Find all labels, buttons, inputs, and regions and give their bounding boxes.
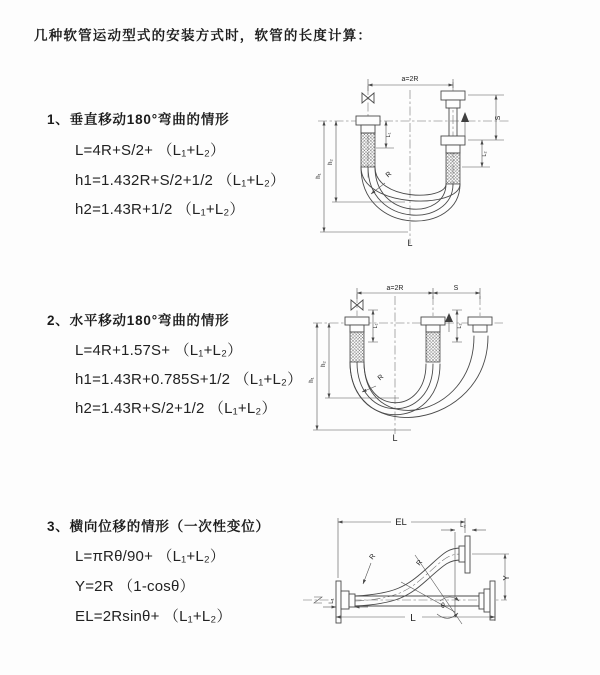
dim-label-s: S bbox=[453, 285, 459, 292]
theta-label: θ bbox=[441, 603, 445, 610]
hose-and-fittings bbox=[336, 536, 495, 623]
length-label: L bbox=[392, 433, 398, 443]
radius-label: R bbox=[368, 552, 378, 562]
dim-label-l2: L₂ bbox=[460, 523, 466, 529]
dim-label-h1: h₁ bbox=[309, 377, 315, 383]
radius-label: R bbox=[376, 373, 386, 383]
length-label: L bbox=[410, 613, 416, 624]
centerlines bbox=[318, 82, 510, 244]
dimension-lines bbox=[309, 285, 480, 443]
hose-and-fittings bbox=[356, 91, 469, 221]
dim-label-y: Y bbox=[502, 575, 511, 581]
dim-label-a2r: a=2R bbox=[386, 285, 404, 292]
section-1-formula-l: L=4R+S/2+ （L₁+L₂） bbox=[75, 142, 226, 159]
dim-label-l1: L₁ bbox=[373, 323, 379, 329]
section-3-formula-y: Y=2R （1-cosθ） bbox=[75, 578, 195, 595]
page-title: 几种软管运动型式的安装方式时，软管的长度计算： bbox=[34, 28, 373, 43]
dim-label-l2: L₂ bbox=[482, 151, 488, 157]
dim-label-l1: L₁ bbox=[386, 132, 392, 138]
radius-label: R bbox=[384, 170, 394, 180]
diagram-vertical-180-bend bbox=[310, 64, 600, 254]
length-label: L bbox=[407, 238, 413, 248]
construction-lines bbox=[363, 532, 462, 624]
diagram-horizontal-180-bend bbox=[305, 280, 600, 458]
radius-label-2: R bbox=[415, 558, 425, 568]
movement-arrow-icon bbox=[461, 112, 469, 122]
dim-label-l1: L₁ bbox=[329, 598, 335, 604]
dim-label-a2r: a=2R bbox=[401, 76, 419, 83]
section-2-heading: 2、水平移动180°弯曲的情形 bbox=[47, 313, 230, 328]
section-2-formula-l: L=4R+1.57S+ （L₁+L₂） bbox=[75, 342, 243, 359]
dim-label-h1: h₁ bbox=[316, 173, 322, 179]
dim-label-l2: L₂ bbox=[457, 323, 463, 329]
section-2-formula-h2: h2=1.43R+S/2+1/2 （L₁+L₂） bbox=[75, 400, 277, 417]
dim-label-el: EL bbox=[395, 517, 407, 528]
section-3-formula-el: EL=2Rsinθ+ （L₁+L₂） bbox=[75, 608, 232, 625]
section-1-heading: 1、垂直移动180°弯曲的情形 bbox=[47, 112, 230, 127]
section-1-formula-h2: h2=1.43R+1/2 （L₁+L₂） bbox=[75, 201, 245, 218]
diagram-lateral-displacement bbox=[295, 498, 600, 656]
section-3-heading: 3、横向位移的情形（一次性变位） bbox=[47, 519, 270, 534]
movement-arrow-icon bbox=[445, 313, 453, 322]
section-3-formula-l: L=πRθ/90+ （L₁+L₂） bbox=[75, 548, 226, 565]
dim-label-h2: h₂ bbox=[328, 159, 334, 165]
dim-label-s: S bbox=[495, 115, 502, 121]
section-2-formula-h1: h1=1.43R+0.785S+1/2 （L₁+L₂） bbox=[75, 371, 303, 388]
hose-and-fittings bbox=[345, 313, 492, 418]
section-1-formula-h1: h1=1.432R+S/2+1/2 （L₁+L₂） bbox=[75, 172, 286, 189]
dim-label-h2: h₂ bbox=[321, 361, 327, 367]
